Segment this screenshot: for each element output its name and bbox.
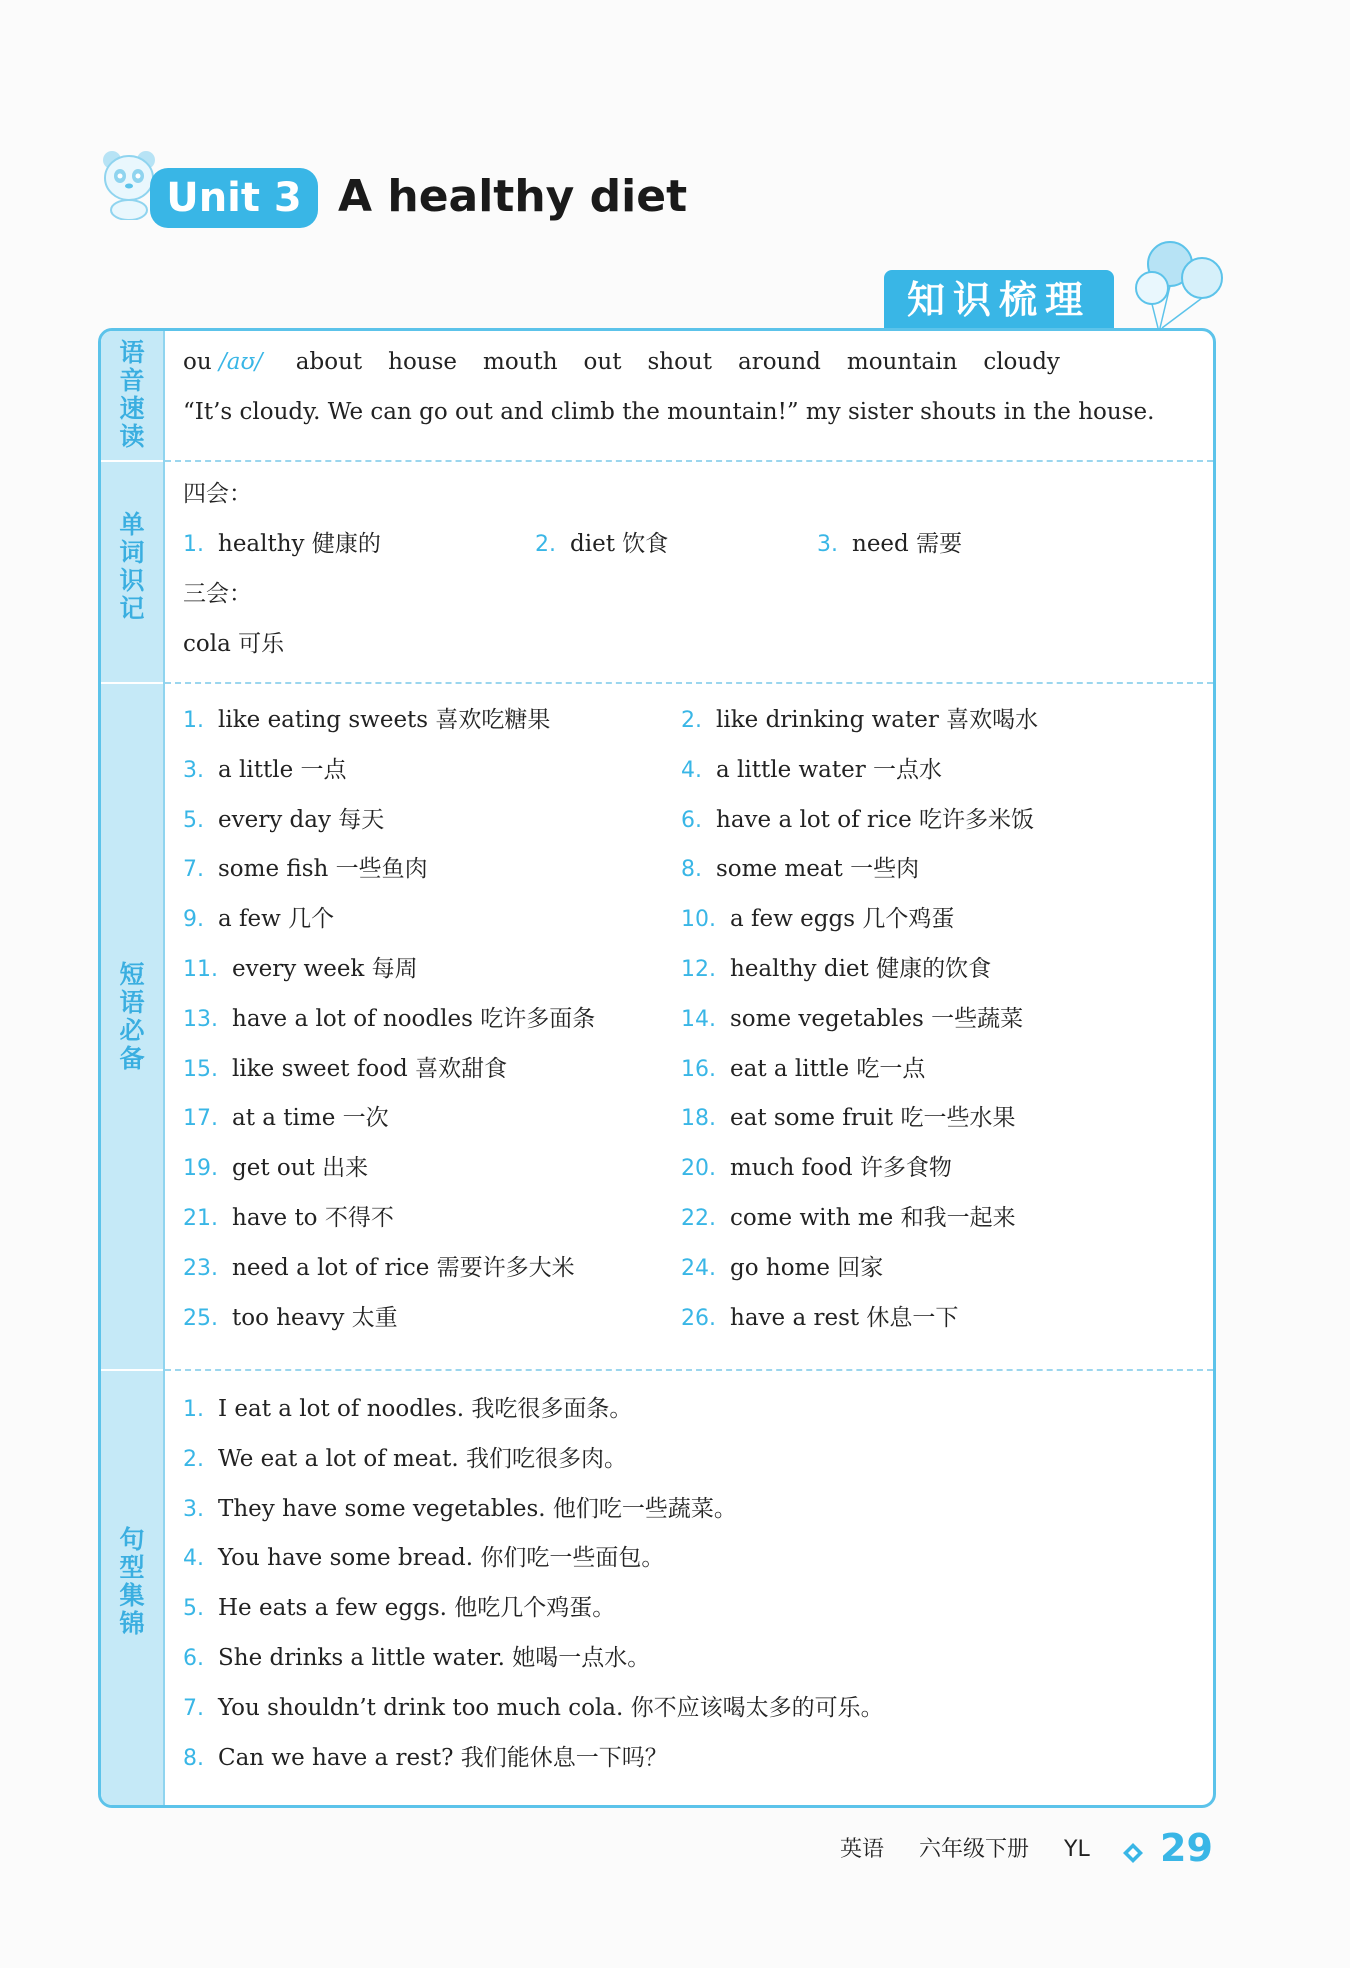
sentence-item: 1. I eat a lot of noodles. 我吃很多面条。 (183, 1396, 633, 1422)
sentence-item: 4. You have some bread. 你们吃一些面包。 (183, 1545, 665, 1572)
sentence-item: 6. She drinks a little water. 她喝一点水。 (183, 1645, 651, 1671)
phrase-item: 22. come with me 和我一起来 (681, 1205, 1016, 1231)
sentence-item: 8. Can we have a rest? 我们能休息一下吗？ (183, 1744, 668, 1771)
phonics-word: house (388, 349, 458, 375)
phrase-item: 11. every week 每周 (183, 956, 418, 982)
sidebar-label-sentences: 句 型 集 锦 (119, 1525, 145, 1638)
sidebar-label-phrases: 短 语 必 备 (119, 960, 145, 1073)
phrase-item: 7. some fish 一些鱼肉 (183, 856, 428, 883)
footer-edition: YL (1064, 1837, 1090, 1862)
vocab-item: 1. healthy 健康的 (183, 531, 381, 557)
sentence-item: 5. He eats a few eggs. 他吃几个鸡蛋。 (183, 1595, 616, 1622)
vocab-item: 2. diet 饮食 (535, 531, 669, 557)
unit-title: A healthy diet (338, 171, 688, 222)
sentence-item: 2. We eat a lot of meat. 我们吃很多肉。 (183, 1445, 628, 1472)
phonics-letters: ou (183, 349, 212, 375)
phrase-item: 18. eat some fruit 吃一些水果 (681, 1105, 1016, 1132)
phonics-phonetic: /aʊ/ (218, 349, 263, 375)
sidebar-label-vocab: 单 词 识 记 (119, 510, 145, 623)
phrase-item: 1. like eating sweets 喜欢吃糖果 (183, 707, 551, 733)
phrase-item: 19. get out 出来 (183, 1155, 369, 1182)
phonics-word: around (737, 349, 821, 375)
phrase-item: 21. have to 不得不 (183, 1205, 394, 1231)
sidebar-label-phonics: 语 音 速 读 (119, 338, 145, 451)
phrase-item: 13. have a lot of noodles 吃许多面条 (183, 1005, 596, 1032)
phrase-item: 14. some vegetables 一些蔬菜 (681, 1005, 1024, 1032)
phonics-sentence: “It’s cloudy. We can go out and climb the mountain!” my sister shouts in the house. (183, 399, 1155, 425)
phrase-item: 15. like sweet food 喜欢甜食 (183, 1055, 508, 1082)
vocab-three-skills: cola 可乐 (183, 631, 285, 657)
phonics-word: about (295, 349, 363, 375)
phrase-item: 26. have a rest 休息一下 (681, 1304, 959, 1331)
vocab-item: 3. need 需要 (817, 531, 963, 557)
phonics-word: cloudy (983, 349, 1060, 375)
phrase-item: 23. need a lot of rice 需要许多大米 (183, 1254, 575, 1281)
phonics-word: mountain (846, 349, 958, 375)
knowledge-frame (98, 328, 1216, 1808)
sentence-item: 3. They have some vegetables. 他们吃一些蔬菜。 (183, 1495, 737, 1522)
sentence-item: 7. You shouldn’t drink too much cola. 你不应该喝太多的可乐。 (183, 1694, 884, 1721)
vocab-three-skills-label: 三会： (183, 581, 252, 607)
phrase-item: 6. have a lot of rice 吃许多米饭 (681, 806, 1035, 833)
phonics-word-list (296, 349, 1086, 375)
phrase-item: 20. much food 许多食物 (681, 1155, 952, 1182)
phrase-item: 3. a little 一点 (183, 756, 347, 783)
phrase-item: 17. at a time 一次 (183, 1105, 389, 1132)
phrase-item: 12. healthy diet 健康的饮食 (681, 956, 992, 982)
footer (840, 1830, 1118, 1870)
phrase-item: 2. like drinking water 喜欢喝水 (681, 707, 1039, 733)
phrase-item: 25. too heavy 太重 (183, 1304, 398, 1331)
phrase-item: 10. a few eggs 几个鸡蛋 (681, 906, 955, 933)
unit-badge: Unit 3 (150, 168, 318, 228)
footer-grade: 六年级下册 (919, 1837, 1030, 1862)
vocab-four-skills-label: 四会： (183, 481, 252, 507)
phrase-item: 16. eat a little 吃一点 (681, 1055, 926, 1082)
page-number: 29 (1160, 1826, 1213, 1870)
phonics-line (183, 345, 1086, 379)
phrase-item: 24. go home 回家 (681, 1254, 884, 1281)
balloons-icon (1130, 238, 1230, 334)
footer-subject: 英语 (840, 1837, 885, 1862)
diamond-icon (1122, 1842, 1144, 1864)
phrase-item: 9. a few 几个 (183, 906, 335, 933)
phonics-word: mouth (483, 349, 558, 375)
phrase-item: 4. a little water 一点水 (681, 756, 943, 783)
section-tag: 知识梳理 (884, 270, 1114, 330)
phonics-word: shout (647, 349, 712, 375)
phonics-word: out (583, 349, 622, 375)
phrase-item: 8. some meat 一些肉 (681, 856, 920, 883)
phrase-item: 5. every day 每天 (183, 806, 385, 833)
